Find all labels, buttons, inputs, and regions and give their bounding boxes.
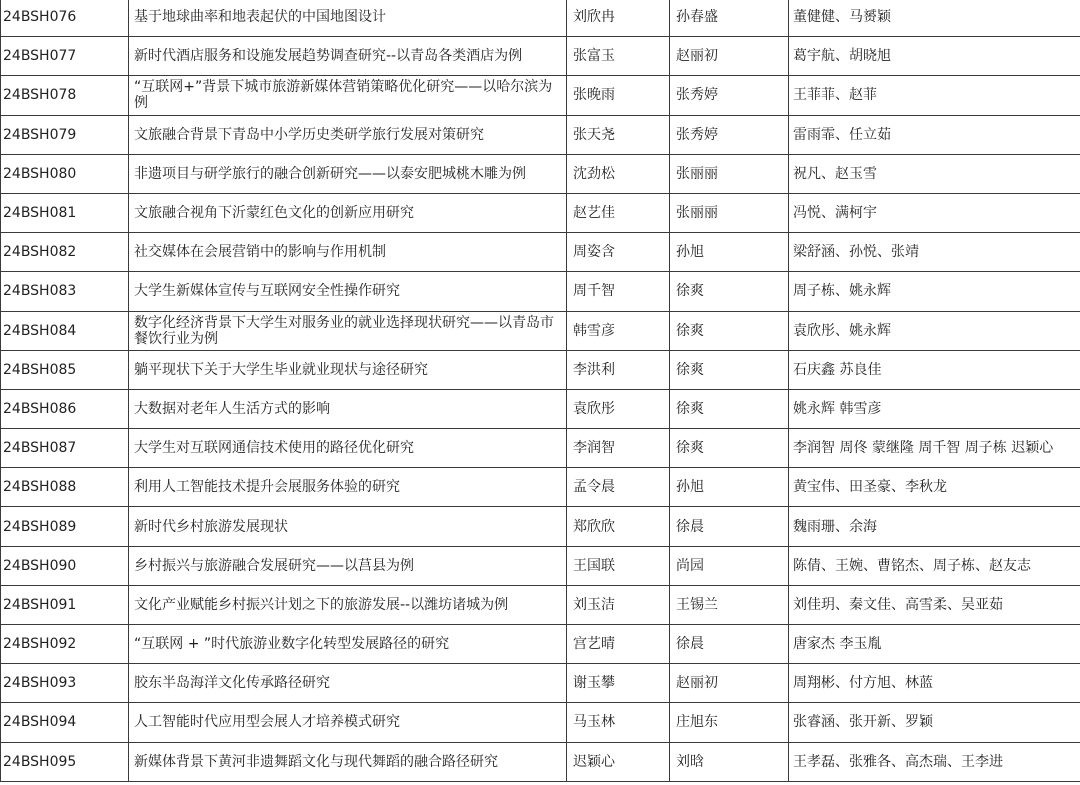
members-cell: 刘佳玥、秦文佳、高雪柔、吴亚茹 xyxy=(789,585,1080,624)
project-id-cell: 24BSH086 xyxy=(1,389,129,428)
advisor-cell: 徐爽 xyxy=(670,429,789,468)
table-row xyxy=(1,546,1080,585)
advisor-cell: 张丽丽 xyxy=(670,154,789,193)
table-row xyxy=(1,233,1080,272)
table-row xyxy=(1,468,1080,507)
project-leader-cell: 赵艺佳 xyxy=(567,193,670,232)
project-title-cell: 大数据对老年人生活方式的影响 xyxy=(129,389,567,428)
members-cell: 雷雨霏、任立茹 xyxy=(789,115,1080,154)
advisor-cell: 赵丽初 xyxy=(670,37,789,76)
advisor-cell: 孙旭 xyxy=(670,468,789,507)
advisor-cell: 徐爽 xyxy=(670,311,789,350)
table-row xyxy=(1,154,1080,193)
project-id-cell: 24BSH077 xyxy=(1,37,129,76)
project-title-cell: 社交媒体在会展营销中的影响与作用机制 xyxy=(129,233,567,272)
members-cell: 张睿涵、张开新、罗颖 xyxy=(789,703,1080,742)
project-title-cell: 人工智能时代应用型会展人才培养模式研究 xyxy=(129,703,567,742)
members-cell: 石庆鑫 苏良佳 xyxy=(789,350,1080,389)
project-title-cell: 基于地球曲率和地表起伏的中国地图设计 xyxy=(129,0,567,37)
advisor-cell: 尚园 xyxy=(670,546,789,585)
project-id-cell: 24BSH083 xyxy=(1,272,129,311)
project-id-cell: 24BSH076 xyxy=(1,0,129,37)
project-title-cell: “互联网+”背景下城市旅游新媒体营销策略优化研究——以哈尔滨为例 xyxy=(129,76,567,115)
project-title-cell: 文旅融合背景下青岛中小学历史类研学旅行发展对策研究 xyxy=(129,115,567,154)
project-id-cell: 24BSH085 xyxy=(1,350,129,389)
project-id-cell: 24BSH089 xyxy=(1,507,129,546)
table-row xyxy=(1,429,1080,468)
table-row xyxy=(1,272,1080,311)
project-id-cell: 24BSH080 xyxy=(1,154,129,193)
members-cell: 魏雨珊、余海 xyxy=(789,507,1080,546)
project-title-cell: 非遗项目与研学旅行的融合创新研究——以泰安肥城桃木雕为例 xyxy=(129,154,567,193)
project-id-cell: 24BSH081 xyxy=(1,193,129,232)
members-cell: 周翔彬、付方旭、林蓝 xyxy=(789,664,1080,703)
members-cell: 董健健、马赟颖 xyxy=(789,0,1080,37)
table-row xyxy=(1,742,1080,781)
members-cell: 梁舒涵、孙悦、张靖 xyxy=(789,233,1080,272)
project-leader-cell: 张天尧 xyxy=(567,115,670,154)
members-cell: 唐家杰 李玉胤 xyxy=(789,625,1080,664)
project-id-cell: 24BSH084 xyxy=(1,311,129,350)
project-title-cell: 新时代乡村旅游发展现状 xyxy=(129,507,567,546)
advisor-cell: 张秀婷 xyxy=(670,115,789,154)
project-id-cell: 24BSH091 xyxy=(1,585,129,624)
project-title-cell: 大学生新媒体宣传与互联网安全性操作研究 xyxy=(129,272,567,311)
table-row xyxy=(1,115,1080,154)
project-title-cell: 文旅融合视角下沂蒙红色文化的创新应用研究 xyxy=(129,193,567,232)
advisor-cell: 张秀婷 xyxy=(670,76,789,115)
advisor-cell: 徐晨 xyxy=(670,625,789,664)
advisor-cell: 庄旭东 xyxy=(670,703,789,742)
table-row xyxy=(1,0,1080,37)
members-cell: 葛宇航、胡晓旭 xyxy=(789,37,1080,76)
table-row xyxy=(1,664,1080,703)
members-cell: 黄宝伟、田圣豪、李秋龙 xyxy=(789,468,1080,507)
members-cell: 冯悦、满柯宇 xyxy=(789,193,1080,232)
members-cell: 周子栋、姚永辉 xyxy=(789,272,1080,311)
project-leader-cell: 李洪利 xyxy=(567,350,670,389)
project-id-cell: 24BSH088 xyxy=(1,468,129,507)
project-leader-cell: 张富玉 xyxy=(567,37,670,76)
project-leader-cell: 刘欣冉 xyxy=(567,0,670,37)
advisor-cell: 赵丽初 xyxy=(670,664,789,703)
project-id-cell: 24BSH095 xyxy=(1,742,129,781)
advisor-cell: 徐爽 xyxy=(670,350,789,389)
project-id-cell: 24BSH094 xyxy=(1,703,129,742)
table-row xyxy=(1,193,1080,232)
project-leader-cell: 李润智 xyxy=(567,429,670,468)
advisor-cell: 王锡兰 xyxy=(670,585,789,624)
project-title-cell: 文化产业赋能乡村振兴计划之下的旅游发展--以潍坊诸城为例 xyxy=(129,585,567,624)
project-leader-cell: 韩雪彦 xyxy=(567,311,670,350)
table-row xyxy=(1,703,1080,742)
project-id-cell: 24BSH079 xyxy=(1,115,129,154)
project-title-cell: “互联网 + ”时代旅游业数字化转型发展路径的研究 xyxy=(129,625,567,664)
project-leader-cell: 刘玉洁 xyxy=(567,585,670,624)
members-cell: 王菲菲、赵菲 xyxy=(789,76,1080,115)
members-cell: 陈倩、王婉、曹铭杰、周子栋、赵友志 xyxy=(789,546,1080,585)
advisor-cell: 孙春盛 xyxy=(670,0,789,37)
members-cell: 李润智 周佟 蒙继隆 周千智 周子栋 迟颖心 xyxy=(789,429,1080,468)
project-title-cell: 新时代酒店服务和设施发展趋势调查研究--以青岛各类酒店为例 xyxy=(129,37,567,76)
project-leader-cell: 迟颖心 xyxy=(567,742,670,781)
project-title-cell: 利用人工智能技术提升会展服务体验的研究 xyxy=(129,468,567,507)
project-leader-cell: 马玉林 xyxy=(567,703,670,742)
project-leader-cell: 周千智 xyxy=(567,272,670,311)
advisor-cell: 张丽丽 xyxy=(670,193,789,232)
table-row xyxy=(1,585,1080,624)
project-id-cell: 24BSH087 xyxy=(1,429,129,468)
table-row xyxy=(1,625,1080,664)
table-row xyxy=(1,37,1080,76)
project-leader-cell: 郑欣欣 xyxy=(567,507,670,546)
advisor-cell: 孙旭 xyxy=(670,233,789,272)
project-leader-cell: 孟令晨 xyxy=(567,468,670,507)
project-id-cell: 24BSH092 xyxy=(1,625,129,664)
project-id-cell: 24BSH078 xyxy=(1,76,129,115)
project-leader-cell: 袁欣彤 xyxy=(567,389,670,428)
project-id-cell: 24BSH093 xyxy=(1,664,129,703)
table-row xyxy=(1,507,1080,546)
table-body xyxy=(1,0,1080,781)
table-row xyxy=(1,311,1080,350)
members-cell: 祝凡、赵玉雪 xyxy=(789,154,1080,193)
project-leader-cell: 周姿含 xyxy=(567,233,670,272)
advisor-cell: 刘晗 xyxy=(670,742,789,781)
project-title-cell: 数字化经济背景下大学生对服务业的就业选择现状研究——以青岛市餐饮行业为例 xyxy=(129,311,567,350)
project-title-cell: 乡村振兴与旅游融合发展研究——以莒县为例 xyxy=(129,546,567,585)
advisor-cell: 徐爽 xyxy=(670,272,789,311)
members-cell: 袁欣彤、姚永辉 xyxy=(789,311,1080,350)
advisor-cell: 徐晨 xyxy=(670,507,789,546)
project-title-cell: 新媒体背景下黄河非遗舞蹈文化与现代舞蹈的融合路径研究 xyxy=(129,742,567,781)
project-leader-cell: 宫艺晴 xyxy=(567,625,670,664)
project-id-cell: 24BSH082 xyxy=(1,233,129,272)
table-row xyxy=(1,350,1080,389)
project-title-cell: 大学生对互联网通信技术使用的路径优化研究 xyxy=(129,429,567,468)
members-cell: 王孝磊、张雅各、高杰瑞、王李进 xyxy=(789,742,1080,781)
project-leader-cell: 王国联 xyxy=(567,546,670,585)
project-leader-cell: 张晚雨 xyxy=(567,76,670,115)
advisor-cell: 徐爽 xyxy=(670,389,789,428)
project-leader-cell: 沈劲松 xyxy=(567,154,670,193)
project-title-cell: 胶东半岛海洋文化传承路径研究 xyxy=(129,664,567,703)
table-row xyxy=(1,389,1080,428)
project-leader-cell: 谢玉攀 xyxy=(567,664,670,703)
members-cell: 姚永辉 韩雪彦 xyxy=(789,389,1080,428)
project-id-cell: 24BSH090 xyxy=(1,546,129,585)
table-row xyxy=(1,76,1080,115)
project-title-cell: 躺平现状下关于大学生毕业就业现状与途径研究 xyxy=(129,350,567,389)
